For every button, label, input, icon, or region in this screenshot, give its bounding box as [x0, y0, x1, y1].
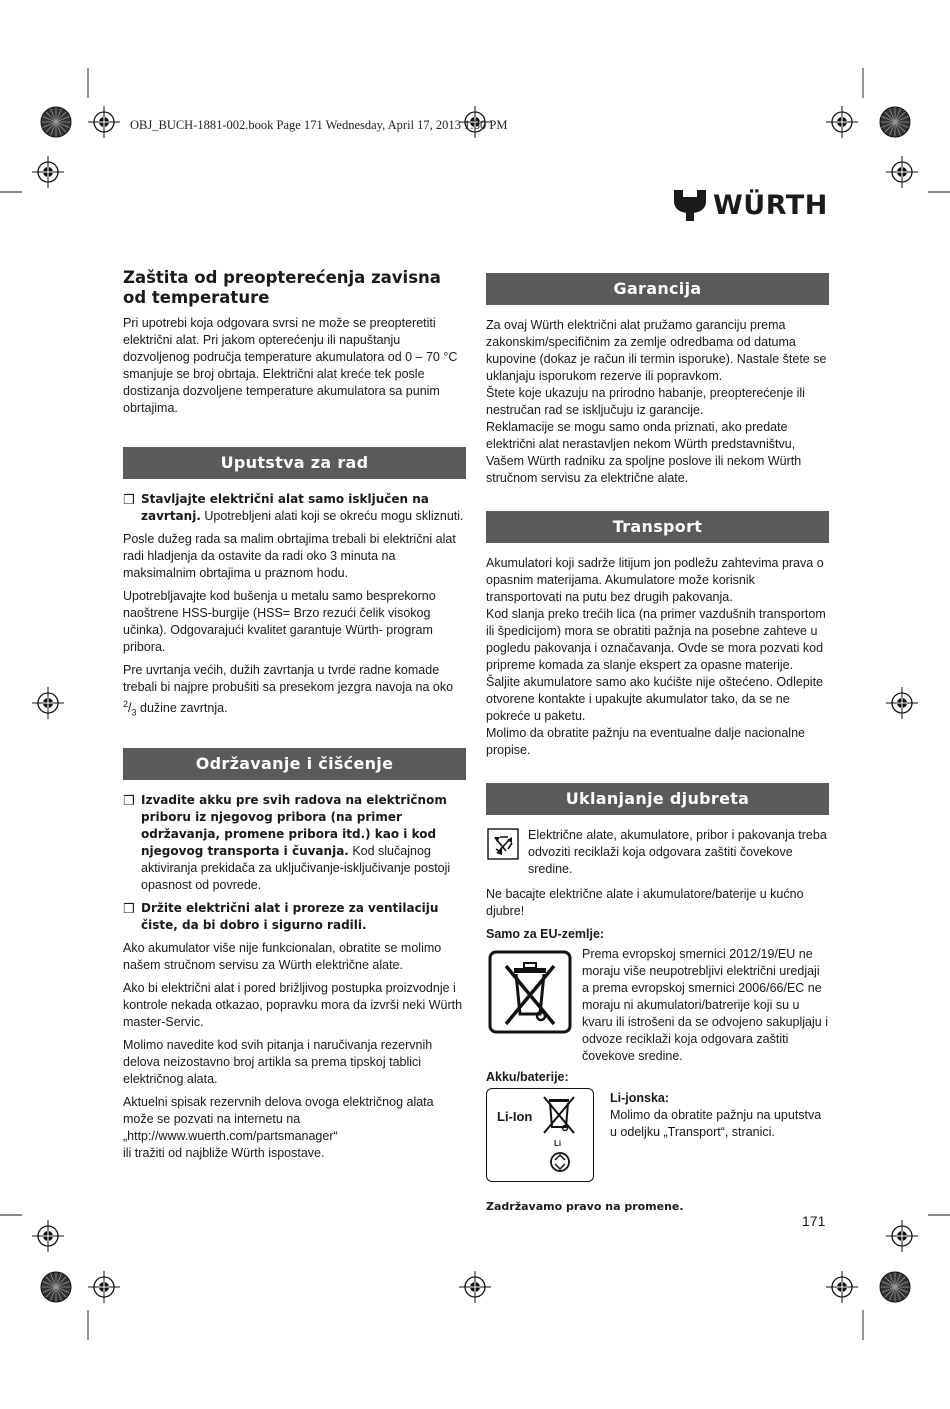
- transport-p4: Molimo da obratite pažnju na eventualne dalje nacionalne propise.: [486, 726, 805, 757]
- crossed-bin-icon: [486, 948, 574, 1036]
- operation-p2: Upotrebljavajte kod bušenja u metalu samo besprekorno naoštrene HSS-burgije (HSS= Brzo rezući čelik visokog učinka). Odgovarajući kvalitet garantuje Würth- program pribora.: [123, 589, 436, 654]
- maintenance-bullet-1-text: Kod slučajnog aktiviranja prekidača za uključivanje-isključivanje postoji opasnost od povrede.: [141, 843, 451, 892]
- warranty-p1: Za ovaj Würth električni alat pružamo garanciju prema zakonskim/specifičnim za zemlje odredbama od datuma kupovine (dokaz je račun ili termin isporuke). Nastale štete se uklanjaju isporukom rezerve ili popravkom.: [486, 318, 827, 383]
- li-ion-battery-icon: [486, 1088, 594, 1182]
- recycle-text: Električne alate, akumulatore, pribor i pakovanja treba odvoziti reciklaži koja odgovara zaštiti čovekove sredine.: [528, 828, 827, 876]
- operation-p1: Posle dužeg rada sa malim obrtajima trebali bi električni alat radi hladjenja da ostavite da radi oko 3 minuta na maksimalnim obrtajima u praznom hodu.: [123, 532, 456, 580]
- eu-row: [486, 946, 829, 1065]
- eu-text: Prema evropskoj smernici 2012/19/EU ne moraju više neupotrebljivi električni uredjaji a prema evropskoj smernici 2006/66/EC ne moraju ni akumulatori/batrerije koji su u kvaru ili istrošeni da se odvojeno sakupljaju i odvoze reciklaži koja odgovara zaštiti čovekove sredine.: [582, 947, 828, 1063]
- warranty-p2: Štete koje ukazuju na prirodno habanje, preopterećenje ili nestručan rad se isključuju iz garancije.: [486, 386, 805, 417]
- small-bin-icon: [539, 1093, 579, 1137]
- maintenance-title: Održavanje i čišćenje: [123, 748, 466, 780]
- wurth-logo-mark: [673, 187, 707, 223]
- liion-row: [486, 1088, 829, 1182]
- overload-body: Pri upotrebi koja odgovara svrsi ne može se preopteretiti električni alat. Pri jakom opterećenju ili napuštanju dozvoljenog područja temperature akumulatora od 0 – 70 °C smanjuje se broj obrtaja. Električni alat kreće tek posle dostizanja dozvoljene temperature akumulatora sa punim obrtajima.: [123, 316, 458, 415]
- eu-heading: Samo za EU-zemlje:: [486, 927, 605, 941]
- recycle-row: [486, 827, 829, 884]
- maintenance-p3: Molimo navedite kod svih pitanja i naručivanja rezervnih delova neizostavno broj artikla sa prema tipskoj tablici električnog alata.: [123, 1037, 433, 1086]
- maintenance-bullet-2-bold: Držite električni alat i proreze za ventilaciju čiste, da bi dobro i sigurno radili.: [141, 900, 439, 932]
- checkbox-bullet-icon: ❒: [123, 900, 135, 916]
- left-column: [123, 268, 466, 1162]
- disposal-p1: Ne bacajte električne alate i akumulatore/baterije u kućno djubre!: [486, 887, 804, 918]
- liion-text: Molimo da obratite pažnju na uputstva u odeljku „Transport“, stranici.: [610, 1108, 822, 1139]
- li-small-label: Li: [554, 1139, 562, 1148]
- checkbox-bullet-icon: ❒: [123, 492, 135, 507]
- fraction-den: 3: [131, 707, 137, 718]
- wurth-logo-text: WÜRTH: [713, 189, 828, 221]
- transport-p1: Akumulatori koji sadrže litijum jon podležu zahtevima prava o opasnim materijama. Akumulatore može korisnik transportovati na putu bez drugih pakovanja.: [486, 556, 824, 604]
- fraction-slash: /: [128, 701, 132, 716]
- right-column: [486, 273, 829, 1221]
- maintenance-p2: Ako bi električni alat i pored brižljivog postupka proizvodnje i kontrole nekada otkazao, popravku mora da izvrši neki Würth master-Servic.: [123, 980, 463, 1029]
- operation-p3-end: dužine zavrtnja.: [136, 701, 228, 716]
- fraction-num: 2: [123, 699, 129, 709]
- liion-heading: Li-jonska:: [610, 1091, 670, 1105]
- disposal-title: Uklanjanje djubreta: [486, 783, 829, 815]
- operation-bullet-1-bold: Stavljajte električni alat samo isključen na zavrtanj.: [141, 492, 429, 523]
- recycle-icon: [486, 827, 520, 861]
- overload-title: Zaštita od preopterećenja zavisna od temperature: [123, 268, 441, 307]
- akku-heading: Akku/baterije:: [486, 1070, 569, 1084]
- page-number: 171: [802, 1213, 826, 1229]
- transport-p2: Kod slanja preko trećih lica (na primer vazdušnih transportom ili špedicijom) mora se obratiti pažnja na posebne zahteve u pogledu pakovanja i označavanja. Ovde se mora pozvati kod pripreme komada za slanje ekspert za opasne materije.: [486, 607, 826, 672]
- liion-label: Li-Ion: [497, 1109, 533, 1124]
- checkbox-bullet-icon: ❒: [123, 792, 135, 808]
- wurth-logo: [673, 187, 828, 223]
- maintenance-p4-a: Aktuelni spisak rezervnih delova ovoga električnog alata može se pozvati na internetu na: [123, 1094, 434, 1126]
- maintenance-bullet-1: [123, 792, 466, 894]
- operation-bullet-1-text: Upotrebljeni alati koji se okreću mogu skliznuti.: [200, 509, 464, 523]
- warranty-p3: Reklamacije se mogu samo onda priznati, ako predate električni alat nerastavljen nekom Würth predstavništvu, Vašem Würth radniku za spoljne poslove ili nekom Würth stručnom servisu za električne alate.: [486, 420, 802, 485]
- maintenance-p4: [123, 1094, 466, 1162]
- operation-p3-start: Pre uvrtanja većih, dužih zavrtanja u tvrde radne komade trebali bi najpre probušiti sa presekom jezgra navoja na oko: [123, 663, 454, 694]
- reserve-note: Zadržavamo pravo na promene.: [486, 1200, 684, 1213]
- transport-title: Transport: [486, 511, 829, 543]
- operation-title: Uputstva za rad: [123, 447, 466, 479]
- maintenance-p1: Ako akumulator više nije funkcionalan, obratite se molimo našem stručnom servisu za Würth električne alate.: [123, 940, 442, 972]
- operation-bullet-1: [123, 491, 466, 525]
- operation-p3: [123, 662, 466, 722]
- warranty-title: Garancija: [486, 273, 829, 305]
- parts-url: „http://www.wuerth.com/partsmanager“: [123, 1128, 338, 1143]
- print-header: OBJ_BUCH-1881-002.book Page 171 Wednesday, April 17, 2013 1:30 PM: [130, 118, 508, 132]
- maintenance-bullet-2: [123, 900, 466, 934]
- maintenance-bullet-1-bold: Izvadite akku pre svih radova na električnom priboru iz njegovog pribora (na primer održavanja, promene pribora itd.) kao i kod njegovog transporta i čuvanja.: [141, 792, 447, 858]
- recycle-small-icon: [549, 1151, 571, 1173]
- transport-p3: Šaljite akumulatore samo ako kućište nije oštećeno. Odlepite otvorene kontakte i upakujte akumulator tako, da se ne pokreće u paketu.: [486, 675, 823, 723]
- maintenance-p4-c: ili tražiti od najbliže Würth ispostave.: [123, 1145, 325, 1160]
